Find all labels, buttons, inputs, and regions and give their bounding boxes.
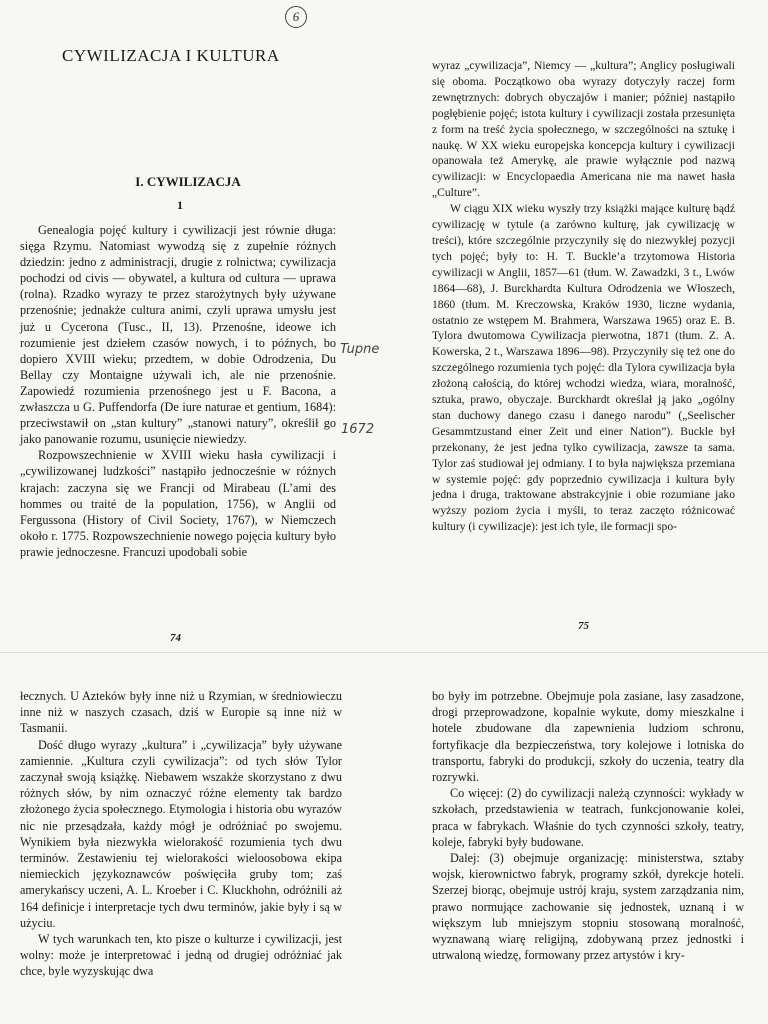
paragraph: W ciągu XIX wieku wyszły trzy książki mające kulturę bądź cywilizację w tytule (a zarówno kulturę, jak cywilizację w treści), które szczególnie przyczyniły się do niezwykłej pozycji tych pojęć; były to: H. T. Buckle’a trzytomowa Historia cywilizacji w Anglii, 1857—61 (tłum. W. Zawadzki, 3 t., Lwów 1864—68), J. Burckhardta Kultura Odrodzenia we Włoszech, 1860 (tłum. M. Kreczowska, Kraków 1930, liczne wydania, ostatnio ze wstępem M. Brahmera, Warszawa 1965) oraz E. B. Tylora dwutomowa Cywilizacja pierwotna, 1871 (tłum. Z. A. Kowerska, 2 t., Warszawa 1896—98). Przyczyniły się też one do szczególnego rozumienia tych pojęć: dla Tylora cywilizacja była złożoną całością, do której wchodzi wiedza, wiara, moralność, sztuka, prawo, obyczaje. Burckhardt określał ją jako „ogólny stan duchowy danego czasu i danego narodu” („Seelischer Gesammtzustand einer Zeit und einer Nation”). Buckle był przekonany, że jest jedna tylko cywilizacja, zawsze ta sama. Tylor zaś studiował jej odmiany. I to była największa przemiana w systemie pojęć: gdy poprzednio cywilizacja i kultura były jedna i druga, traktowane abstrakcyjnie i obie rozumiane jako wyższy poziom życia i myśli, to teraz zaczęto różnicować kultury (i cywilizacje): jest ich tyle, ile formacji spo- [432, 202, 735, 534]
handwritten-note: Tupne [340, 342, 380, 357]
paragraph: Genealogia pojęć kultury i cywilizacji jest równie długa: sięga Rzymu. Natomiast wywodzą się z zupełnie różnych dziedzin: jedno z administracji, drugie z rolnictwa; cywilizacja pochodzi od civis — obywatel, a kultura od cultura — uprawa (rolna). Rzadko wyrazy te przez starożytnych były używane przenośnie; jednakże cultura animi, czyli uprawa umysłu jest już u Cycerona (Tusc., II, 13). Przenośne, ideowe ich rozumienie jest dziełem czasów nowych, i to późnych, bo dopiero XVIII wieku; przedtem, w dobie Odrodzenia, Du Bellay czy Montaigne używali ich, ale nie przenośnie. Zapowiedź rozumienia przenośnego jest u F. Bacona, a zwłaszcza u G. Puffendorfa (De iure naturae et gentium, 1684): przeciwstawił on „stan kultury” „stanowi natury”, określił go jako panowanie rozumu, usunięcie niewiedzy. [20, 223, 336, 447]
right-column-bottom [432, 688, 744, 963]
paragraph: Co więcej: (2) do cywilizacji należą czynności: wykłady w szkołach, przedstawienia w teatrach, funkcjonowanie kolei, praca w fabrykach. Właśnie do tych czynności szkoły, teatry, koleje, fabryki były budowane. [432, 786, 744, 849]
paragraph: Dalej: (3) obejmuje organizację: ministerstwa, sztaby wojsk, kierownictwo fabryk, programy szkół, dyrekcje hoteli. Szerzej biorąc, obejmuje ustrój kraju, system zarządzania nim, prawo normujące zachowanie się jednostek, uznaną i w większym lub mniejszym stopniu stosowaną moralność, wyznawaną wiarę religijną, zdobywaną przez jednostki i utrwaloną wiedzę, formowany przez artystów i kry- [432, 851, 744, 963]
chapter-title: CYWILIZACJA I KULTURA [62, 46, 280, 65]
paragraph: Rozpowszechnienie w XVIII wieku hasła cywilizacji i „cywilizowanej ludzkości” nastąpiło jednocześnie w różnych krajach: zaczyna się we Francji od Mirabeau (L’ami des hommes ou traité de la population, 1756), w Anglii od Fergussona (History of Civil Society, 1767), w Niemczech około r. 1775. Rozpowszechnienie nowego pojęcia kultury było prawie jednoczesne. Francuzi upodobali sobie [20, 448, 336, 559]
paragraph: W tych warunkach ten, kto pisze o kulturze i cywilizacji, jest wolny: może je interpretować i jedną od drugiej odróżniać jak chce, byle wyzyskując dwa [20, 932, 342, 979]
page-marker-circle: 6 [285, 6, 307, 28]
left-column-bottom [20, 688, 342, 980]
handwritten-note: 1672 [341, 422, 375, 437]
paragraph: wyraz „cywilizacja”, Niemcy — „kultura”; Anglicy posługiwali się oboma. Początkowo oba wyrazy dotyczyły raczej form zewnętrznych: dobrych obyczajów i manier; później nastąpiło pogłębienie pojęć; istota kultury i cywilizacji została przesunięta z form na treść życia społecznego, w szczególności na sztukę i naukę. W XX wieku europejska koncepcja kultury i cywilizacji opanowała też Amerykę, ale prawie wyłącznie pod nazwą cywilizacji: w Encyclopaedia Americana nie ma nawet hasła „Culture”. [432, 59, 735, 200]
scan-divider [0, 652, 768, 653]
right-column-top [432, 58, 735, 535]
section-number: 1 [177, 198, 183, 212]
paragraph: łecznych. U Azteków były inne niż u Rzymian, w średniowieczu inne niż w naszych czasach, dziś w Europie są inne niż w Tasmanii. [20, 689, 342, 736]
section-title: I. CYWILIZACJA [135, 174, 241, 189]
page-number-right: 75 [578, 620, 589, 632]
left-column-top [20, 222, 336, 560]
page-number-left: 74 [170, 632, 181, 644]
paragraph: bo były im potrzebne. Obejmuje pola zasiane, lasy zasadzone, drogi przeprowadzone, kopalnie wykute, domy mieszkalne i hotele zbudowane dla zapewnienia ludziom schronu, fortyfikacje dla bezpieczeństwa, tory kolejowe i lotniska do transportu, fabryki do produkcji, szkoły do uczenia, teatry dla rozrywki. [432, 689, 744, 785]
paragraph: Dość długo wyrazy „kultura” i „cywilizacja” były używane zamiennie. „Kultura czyli cywilizacja”: od tych słów Tylor zaczynał swoją książkę. Niebawem wszakże skorzystano z dwu różnych słów, by nim oznaczyć różne elementy tak bardzo złożonego życia społecznego. Etymologia i historia obu wyrazów nic nie przesądzała, każdy mógł je odróżniać po swojemu. Wynikiem była niezwykła wielorakość rozumienia tych dwu terminów. Zestawieniu tej wielorakości wieloosobowa ekipa niemieckich językoznawców poświęciła gruby tom; zaś amerykańscy uczeni, A. L. Kroeber i C. Kluckhohn, odróżnili aż 164 definicje i interpretacje tych dwu terminów, jakie były i są w użyciu. [20, 737, 342, 930]
